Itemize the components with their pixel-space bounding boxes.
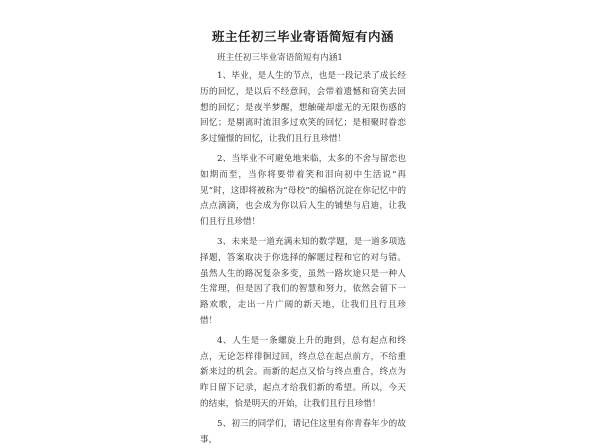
document-subtitle: 班主任初三毕业寄语简短有内涵1 bbox=[217, 53, 343, 63]
paragraph-3: 3、未来是一道充满未知的数学题，是一道多项选择题，答案取决于你选择的解题过程和它的对与错。虽然人生的路况复杂多变，虽然一路坎途只是一种人生常理，但是因了我们的智慧和努力，依然会留下一路欢歌，走出一片广阔的新天地，让我们且行且珍惜！ bbox=[200, 236, 406, 326]
paragraph-2: 2、当毕业不可避免地来临，太多的不舍与留恋也如期而至，当你将要带着笑和泪向初中生活说“再见”时，这即将被称为“母校”的编格沉淀在你记忆中的点点滴滴，也会成为你以后人生的铺垫与启迪，让我们且行且珍惜！ bbox=[200, 153, 406, 228]
paragraph-4: 4、人生是一条螺旋上升的跑到，总有起点和终点，无论怎样徘徊过回，终点总在起点前方，不给重新来过的机会。而新的起点又恰与终点重合，终点为昨日留下记录，起点才给我们新的希望。所以，今天的结束，恰是明天的开始，让我们且行且珍惜！ bbox=[200, 335, 406, 409]
paragraph-1: 1、毕业，是人生的节点，也是一段记录了成长经历的回忆，是以后不经意间，会带着遗憾和窃笑去回想的回忆；是夜半梦醒，想触碰却虚无的无限伤感的回忆；是剔离时流泪多过欢笑的回忆；是相聚时眷恋多过憧憬的回忆，让我们且行且珍惜！ bbox=[200, 71, 406, 145]
document-body bbox=[200, 28, 406, 448]
document-title: 班主任初三毕业寄语简短有内涵 bbox=[211, 29, 394, 44]
paragraph-5: 5、初三的同学们，请记住这里有你青春年少的故事， bbox=[200, 418, 406, 445]
